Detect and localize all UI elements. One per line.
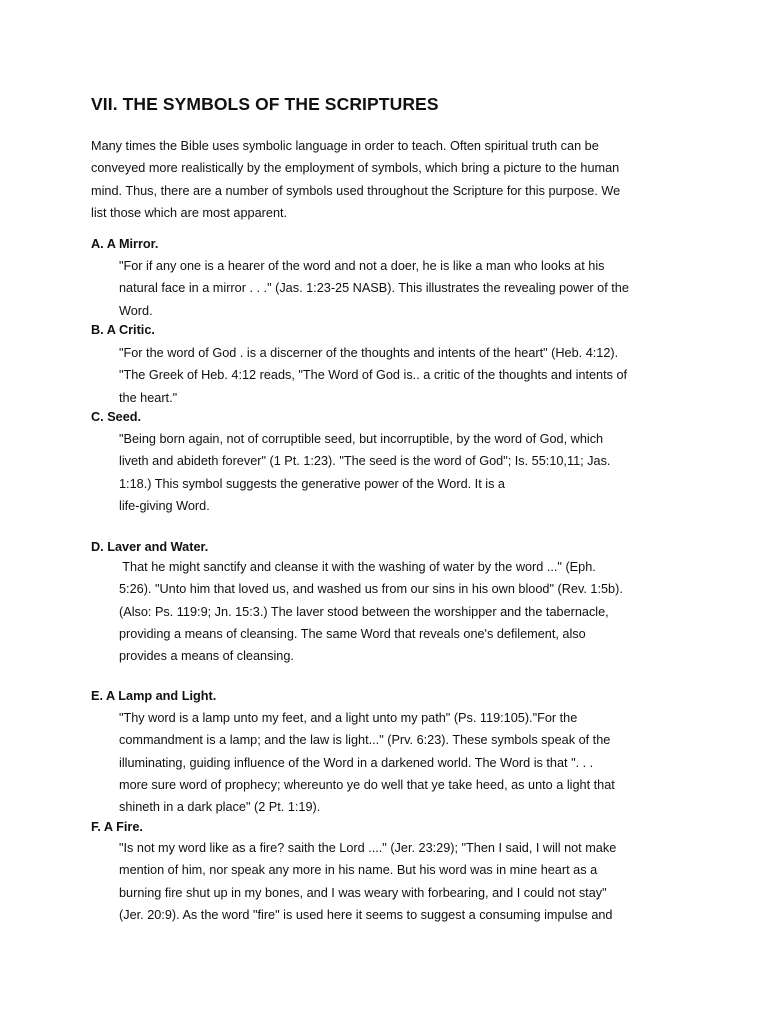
section-heading-critic: B. A Critic. bbox=[91, 323, 155, 337]
section-body-fire bbox=[119, 837, 689, 926]
section-line: mention of him, nor speak any more in his name. But his word was in mine heart as a bbox=[119, 863, 598, 878]
section-heading-laver-and-water: D. Laver and Water. bbox=[91, 540, 209, 554]
section-line: (Jer. 20:9). As the word "fire" is used here it seems to suggest a consuming impulse and bbox=[119, 907, 613, 922]
section-line: "Being born again, not of corruptible seed, but incorruptible, by the word of God, which bbox=[119, 432, 604, 446]
section-line: shineth in a dark place" (2 Pt. 1:19). bbox=[119, 800, 321, 815]
section-line: "The Greek of Heb. 4:12 reads, "The Word of God is.. a critic of the thoughts and intents of bbox=[119, 368, 628, 383]
section-body-mirror bbox=[119, 255, 689, 322]
section-line: more sure word of prophecy; whereunto ye do well that ye take heed, as unto a light that bbox=[119, 777, 615, 792]
section-line: That he might sanctify and cleanse it with the washing of water by the word ..." (Eph. bbox=[119, 560, 596, 574]
section-body-seed bbox=[119, 428, 689, 517]
section-body-laver-and-water bbox=[119, 556, 689, 667]
intro-line: Many times the Bible uses symbolic language in order to teach. Often spiritual truth can be bbox=[91, 139, 599, 153]
section-line: 1:18.) This symbol suggests the generative power of the Word. It is a bbox=[119, 476, 505, 491]
section-heading-lamp-and-light: E. A Lamp and Light. bbox=[91, 689, 217, 703]
section-line: commandment is a lamp; and the law is light..." (Prv. 6:23). These symbols speak of the bbox=[119, 733, 611, 748]
section-line: Word. bbox=[119, 303, 153, 318]
section-heading-fire: F. A Fire. bbox=[91, 820, 143, 834]
section-body-lamp-and-light bbox=[119, 707, 689, 818]
section-line: "Is not my word like as a fire? saith the Lord ...." (Jer. 23:29); "Then I said, I will not make bbox=[119, 841, 617, 855]
section-heading-seed: C. Seed. bbox=[91, 410, 142, 424]
section-line: provides a means of cleansing. bbox=[119, 649, 294, 664]
section-heading-mirror: A. A Mirror. bbox=[91, 237, 159, 251]
section-line: illuminating, guiding influence of the Word in a darkened world. The Word is that ". . . bbox=[119, 755, 594, 770]
section-line: burning fire shut up in my bones, and I was weary with forbearing, and I could not stay" bbox=[119, 885, 607, 900]
intro-paragraph bbox=[91, 135, 691, 224]
section-line: liveth and abideth forever" (1 Pt. 1:23). "The seed is the word of God"; Is. 55:10,11; Jas. bbox=[119, 454, 611, 469]
section-line: 5:26). "Unto him that loved us, and washed us from our sins in his own blood" (Rev. 1:5b). bbox=[119, 582, 623, 597]
section-line: "For if any one is a hearer of the word and not a doer, he is like a man who looks at his bbox=[119, 259, 605, 273]
section-line: natural face in a mirror . . ." (Jas. 1:23-25 NASB). This illustrates the revealing power of the bbox=[119, 281, 629, 296]
page-title: VII. THE SYMBOLS OF THE SCRIPTURES bbox=[91, 94, 439, 114]
section-line: "Thy word is a lamp unto my feet, and a light unto my path" (Ps. 119:105)."For the bbox=[119, 711, 578, 725]
intro-line: mind. Thus, there are a number of symbols used throughout the Scripture for this purpose. We bbox=[91, 183, 621, 198]
section-line: (Also: Ps. 119:9; Jn. 15:3.) The laver stood between the worshipper and the tabernacle, bbox=[119, 604, 609, 619]
section-line: providing a means of cleansing. The same Word that reveals one's defilement, also bbox=[119, 626, 586, 641]
section-line: life-giving Word. bbox=[119, 498, 210, 513]
section-body-critic bbox=[119, 342, 689, 409]
section-line: "For the word of God . is a discerner of the thoughts and intents of the heart" (Heb. 4:12). bbox=[119, 346, 619, 360]
intro-line: list those which are most apparent. bbox=[91, 205, 288, 220]
section-line: the heart." bbox=[119, 390, 178, 405]
intro-line: conveyed more realistically by the employment of symbols, which bring a picture to the human bbox=[91, 161, 620, 176]
